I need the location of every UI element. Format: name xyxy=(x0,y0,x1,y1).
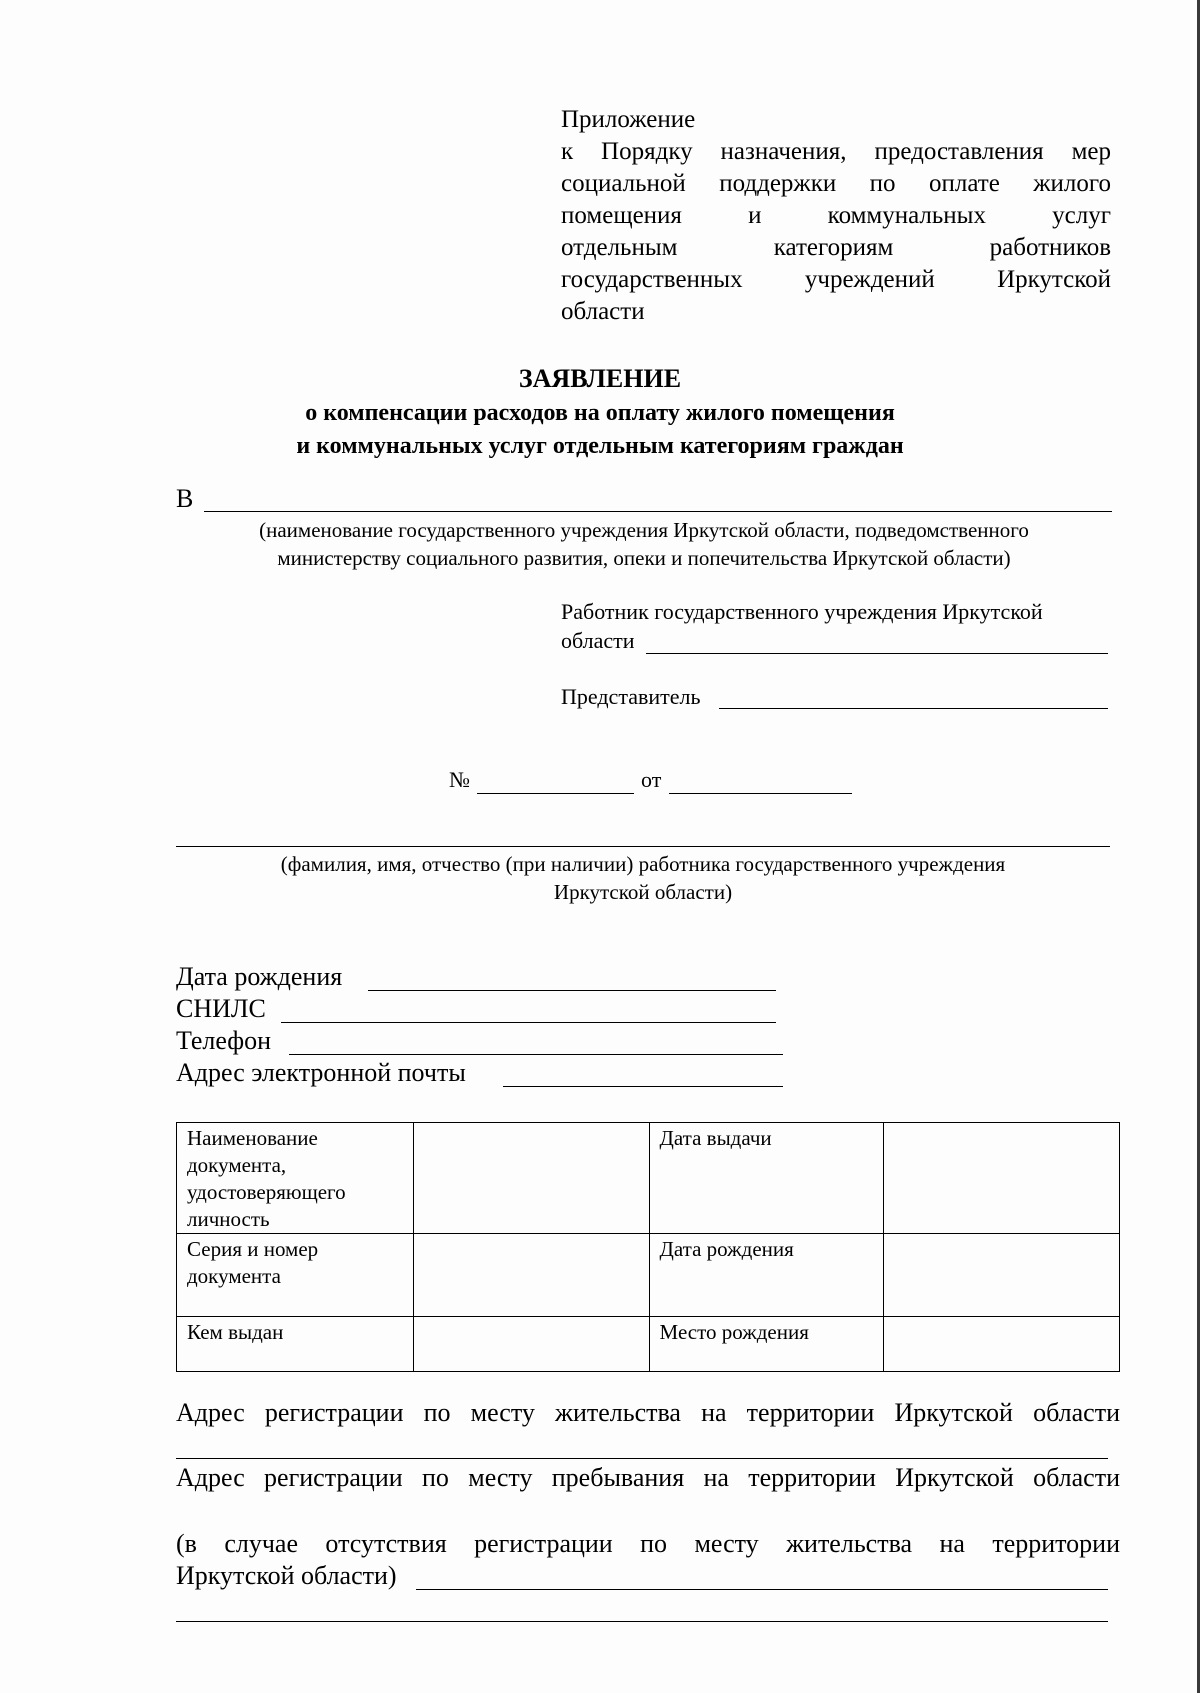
series-number-label: Серия и номер документа xyxy=(177,1234,414,1317)
issued-by-cell[interactable] xyxy=(413,1317,649,1372)
document-subtitle-line1: о компенсации расходов на оплату жилого помещения xyxy=(305,400,895,426)
document-title: ЗАЯВЛЕНИЕ xyxy=(518,364,682,393)
appendix-title: Приложение xyxy=(561,106,696,133)
recipient-hint-line2: министерству социального развития, опеки и попечительства Иркутской области) xyxy=(277,546,1011,570)
issue-date-cell[interactable] xyxy=(884,1123,1120,1234)
fio-hint xyxy=(176,850,1110,906)
doc-name-label: Наименование документа, удостоверяющего личность xyxy=(177,1123,414,1234)
email-label: Адрес электронной почты xyxy=(176,1058,466,1087)
fio-field[interactable] xyxy=(176,846,1110,847)
residence-address-label: Адрес регистрации по месту жительства на территории Иркутской области xyxy=(176,1398,1120,1427)
stay-address-field[interactable] xyxy=(416,1589,1108,1590)
number-sign: № xyxy=(449,767,470,792)
table-row xyxy=(177,1234,1120,1317)
table-row xyxy=(177,1123,1120,1234)
table-birth-date-label: Дата рождения xyxy=(649,1234,884,1317)
worker-label-line1: Работник государственного учреждения Иркутской xyxy=(561,599,1043,624)
recipient-prefix: В xyxy=(176,484,194,513)
recipient-hint xyxy=(176,516,1112,572)
series-number-cell[interactable] xyxy=(413,1234,649,1317)
representative-label: Представитель xyxy=(561,684,701,709)
recipient-hint-line1: (наименование государственного учреждения Иркутской области, подведомственного xyxy=(259,518,1029,542)
absence-note-line2: Иркутской области) xyxy=(176,1561,397,1590)
appendix-last-line: области xyxy=(561,298,645,325)
recipient-field[interactable] xyxy=(204,511,1112,512)
birth-place-cell[interactable] xyxy=(884,1317,1120,1372)
fio-hint-line1: (фамилия, имя, отчество (при наличии) работника государственного учреждения xyxy=(280,852,1006,876)
date-field[interactable] xyxy=(669,793,852,794)
date-from-label: от xyxy=(641,767,662,792)
birth-date-field[interactable] xyxy=(368,990,776,991)
absence-note-line1: (в случае отсутствия регистрации по месту жительства на территории xyxy=(176,1529,1120,1558)
appendix-block xyxy=(561,104,1111,328)
appendix-line: помещения и коммунальных услуг xyxy=(561,202,1111,229)
fio-hint-line2: Иркутской области) xyxy=(553,880,733,904)
appendix-line: государственных учреждений Иркутской xyxy=(561,266,1111,293)
issue-date-label: Дата выдачи xyxy=(649,1123,884,1234)
table-row xyxy=(177,1317,1120,1372)
stay-address-extra-field[interactable] xyxy=(176,1621,1108,1622)
doc-name-cell[interactable] xyxy=(413,1123,649,1234)
issued-by-label: Кем выдан xyxy=(177,1317,414,1372)
number-field[interactable] xyxy=(477,793,634,794)
birth-place-label: Место рождения xyxy=(649,1317,884,1372)
phone-field[interactable] xyxy=(289,1054,783,1055)
snils-field[interactable] xyxy=(281,1022,776,1023)
appendix-line: отдельным категориям работников xyxy=(561,234,1111,261)
document-subtitle-line2: и коммунальных услуг отдельным категориям граждан xyxy=(296,433,904,459)
appendix-line: к Порядку назначения, предоставления мер xyxy=(561,138,1111,165)
residence-address-field[interactable] xyxy=(176,1458,1108,1459)
table-birth-date-cell[interactable] xyxy=(884,1234,1120,1317)
worker-field[interactable] xyxy=(646,653,1108,654)
email-field[interactable] xyxy=(503,1086,783,1087)
worker-label-line2: области xyxy=(561,628,635,653)
birth-date-label: Дата рождения xyxy=(176,962,343,991)
appendix-line: социальной поддержки по оплате жилого xyxy=(561,170,1111,197)
phone-label: Телефон xyxy=(176,1026,272,1055)
stay-address-label: Адрес регистрации по месту пребывания на территории Иркутской области xyxy=(176,1463,1120,1492)
representative-field[interactable] xyxy=(719,708,1108,709)
snils-label: СНИЛС xyxy=(176,994,266,1023)
id-document-table xyxy=(176,1122,1120,1372)
